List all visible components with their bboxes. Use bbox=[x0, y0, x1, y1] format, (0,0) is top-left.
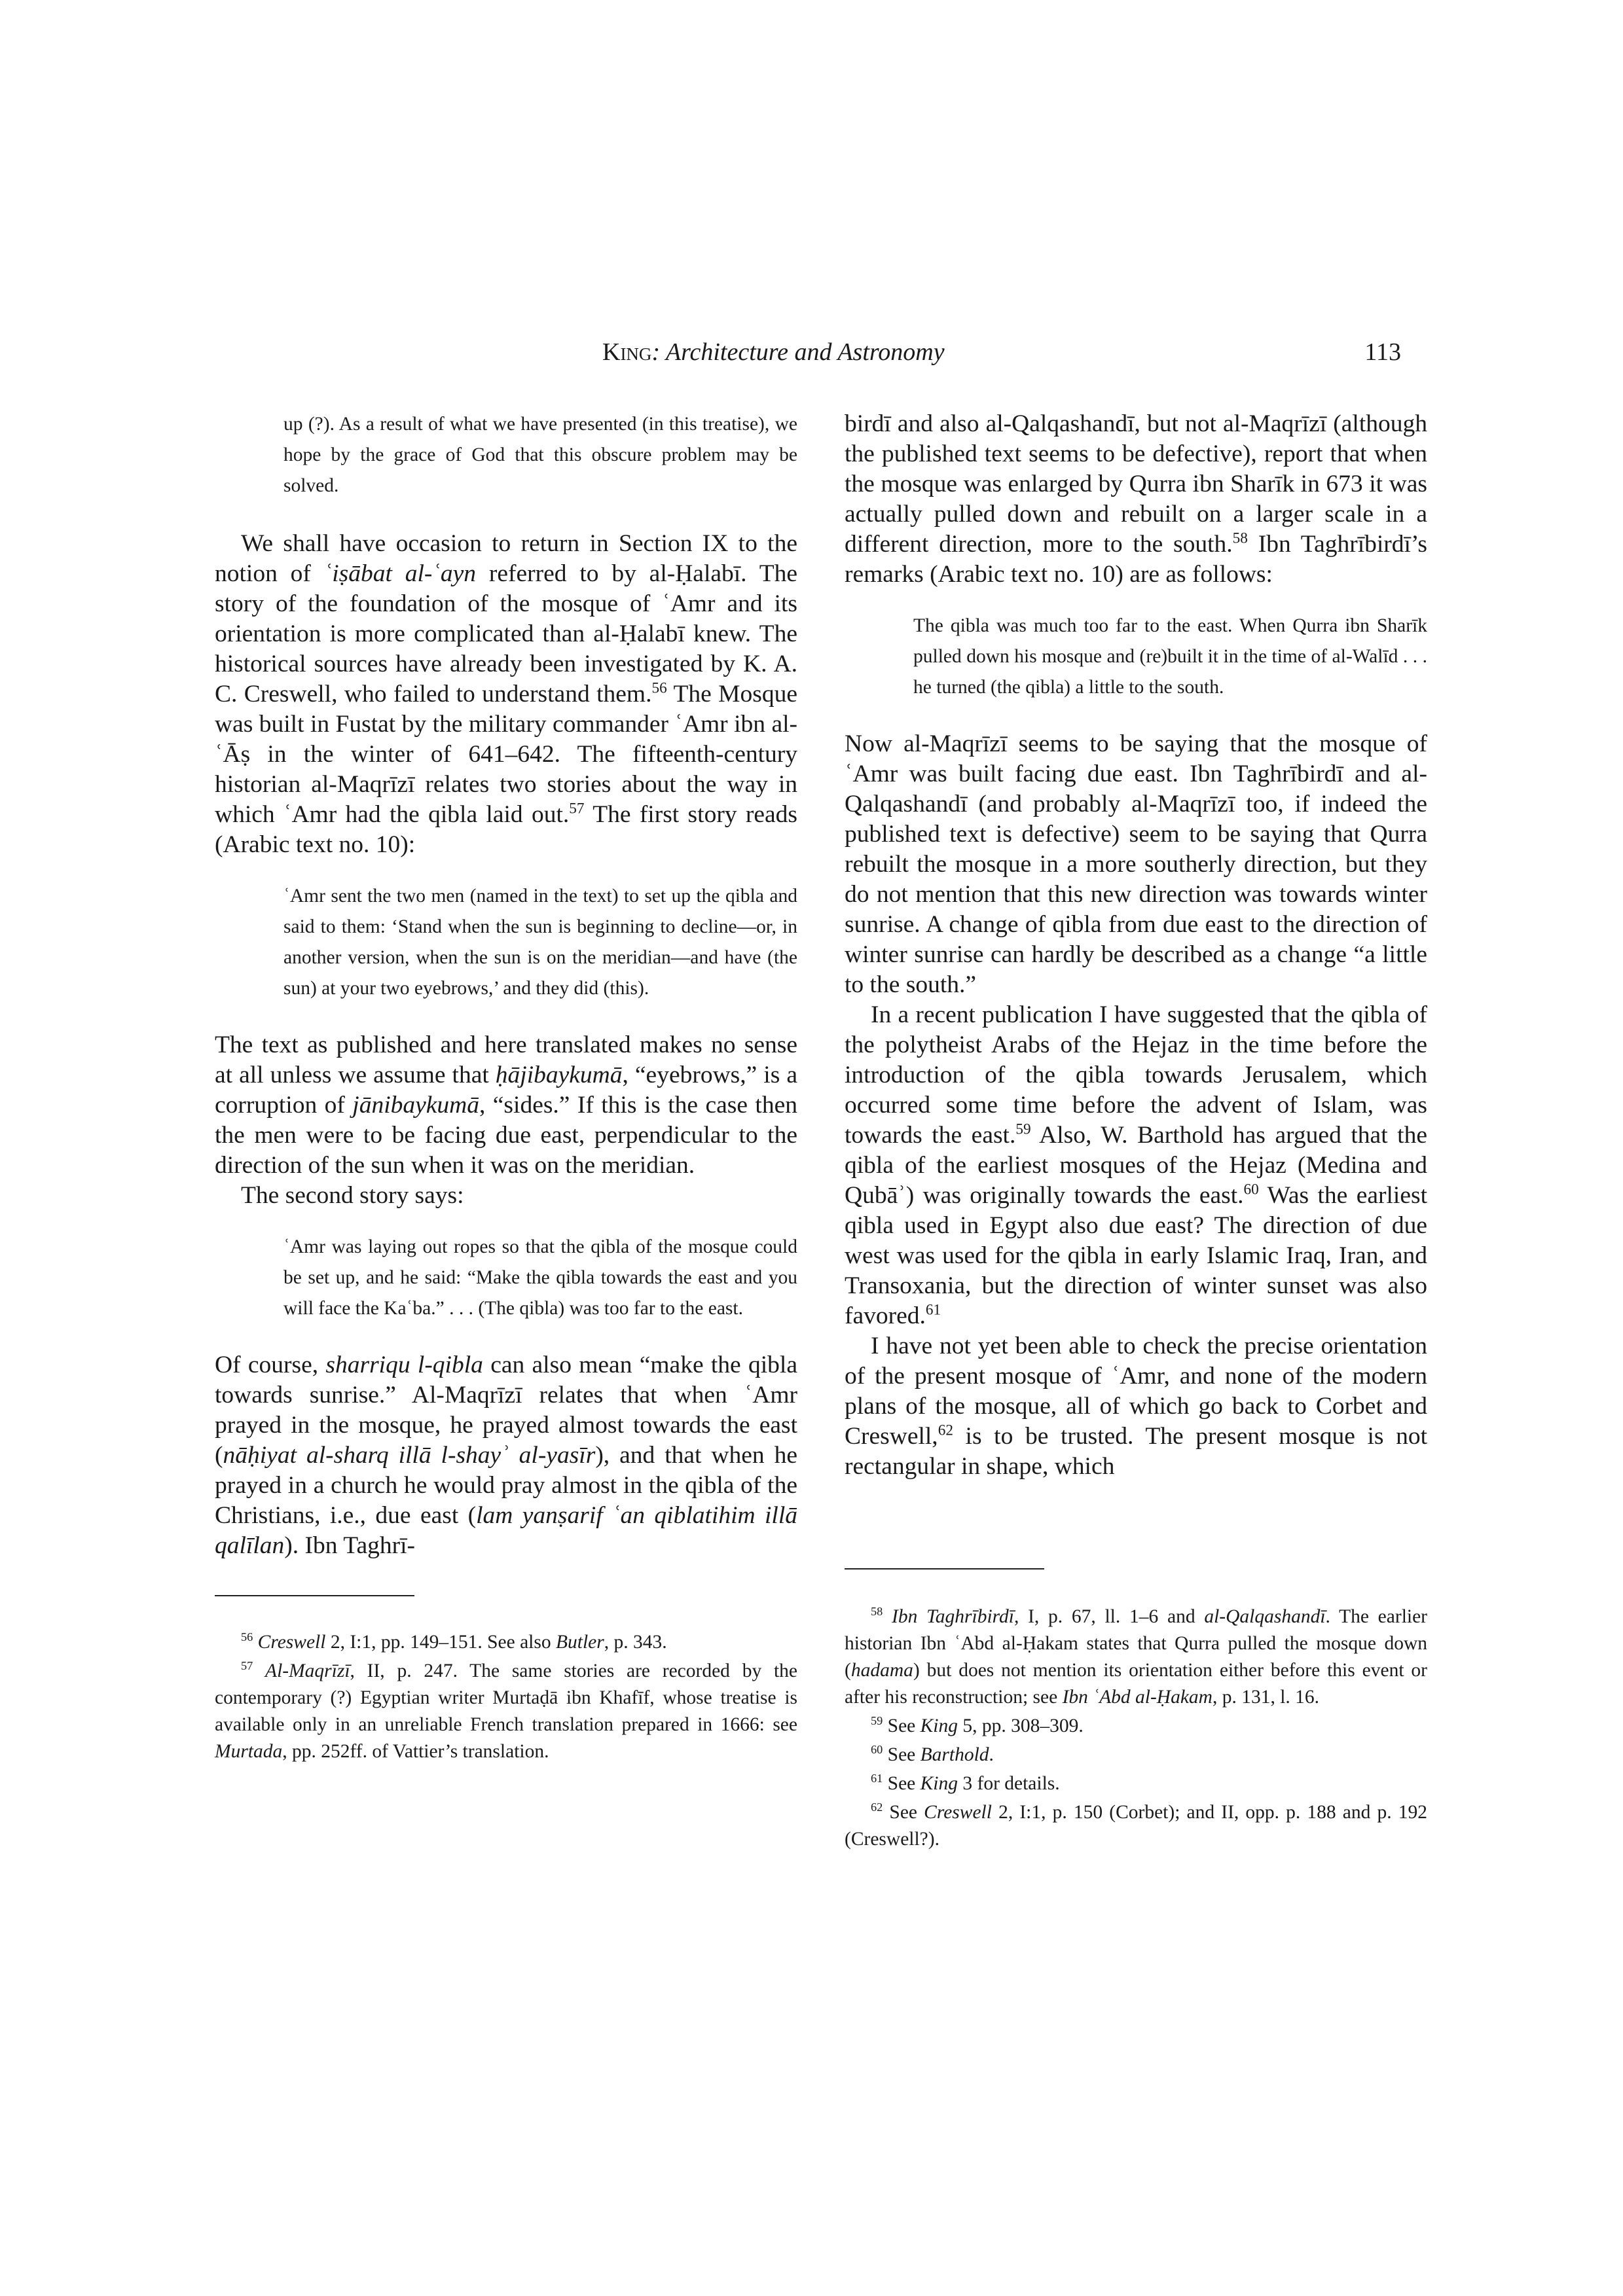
footnote-ref-62: 62 bbox=[938, 1422, 953, 1439]
right-column bbox=[845, 409, 1427, 1853]
paragraph: Now al-Maqrīzī seems to be saying that the mosque of ʿAmr was built facing due east. Ibn Taghrībirdī and al-Qalqashandī (and probably al-Maqrīzī too, if indeed the published text is defective) seem to be saying that Qurra rebuilt the mosque in a more southerly direction, but they do not mention that this new direction was towards winter sunrise. A change of qibla from due east to the direction of winter sunrise can hardly be described as a change “a little to the south.” bbox=[845, 730, 1427, 998]
paragraph: Of course, sharriqu l-qibla can also mean “make the qibla towards sunrise.” Al-Maqrīzī relates that when ʿAmr prayed in the mosque, he prayed almost towards the east (nāḥiyat al-sharq illā l-shayʾ al-yasīr), and that when he prayed in a church he would pray almost in the qibla of the Christians, i.e., due east (lam yanṣarif ʿan qiblatihim illā qalīlan). Ibn Taghrī- bbox=[215, 1352, 797, 1559]
paragraph: The second story says: bbox=[241, 1182, 464, 1209]
header-subtitle: Architecture and Astronomy bbox=[665, 338, 945, 366]
running-title bbox=[602, 332, 945, 372]
footnote-ref-61: 61 bbox=[925, 1301, 941, 1319]
block-quote: The qibla was much too far to the east. When Qurra ibn Sharīk pulled down his mosque and (re)built it in the time of al-Walīd . . . he turned (the qibla) a little to the south. bbox=[913, 615, 1427, 698]
footnote-56: $^{56}$ Creswell 2, I:1, pp. 149–151. See also Butler, p. 343. bbox=[241, 1630, 667, 1653]
footnote-59: $^{59}$ See King 5, pp. 308–309. bbox=[871, 1714, 1084, 1736]
footnotes bbox=[215, 1629, 797, 1765]
paragraph: The text as published and here translated makes no sense at all unless we assume that ḥājibaykumā, “eyebrows,” is a corruption of jānibaykumā, “sides.” If this is the case then the men were to be facing due east, perpendicular to the direction of the sun when it was on the meridian. bbox=[215, 1031, 797, 1179]
footnote-61: $^{61}$ See King 3 for details. bbox=[871, 1772, 1060, 1794]
footnote-62: $^{62}$ See Creswell 2, I:1, p. 150 (Corbet); and II, opp. p. 188 and p. 192 (Creswell?). bbox=[845, 1801, 1428, 1850]
footnote-57: $^{57}$ Al-Maqrīzī, II, p. 247. The same stories are recorded by the contemporary (?) Egyptian writer Murtaḍā ibn Khafīf, whose treatise is available only in an unreliable French translation prepared in 1666: see Murtada, pp. 252ff. of Vattier’s translation. bbox=[215, 1659, 797, 1762]
footnote-ref-60: 60 bbox=[1243, 1181, 1259, 1198]
paragraph: In a recent publication I have suggested that the qibla of the polytheist Arabs of the Hejaz in the time before the introduction of the qibla towards Jerusalem, which occurred some time before the advent of Islam, was towards the east.$^{59}$ Also, W. Barthold has argued that the qibla of the earliest mosques of the Hejaz (Medina and Qubāʾ) was originally towards the east.$^{60}$ Was the earliest qibla used in Egypt also due east? The direction of due west was used for the qibla in early Islamic Iraq, Iran, and Transoxania, but the direction of winter sunset was also favored.$^{61}$ bbox=[845, 1001, 1427, 1329]
footnote-58: $^{58}$ Ibn Taghrībirdī, I, p. 67, ll. 1–6 and al-Qalqashandī. The earlier historian Ibn ʿAbd al-Ḥakam states that Qurra pulled the mosque down (hadama) but does not mention its orientation either before this event or after his reconstruction; see Ibn ʿAbd al-Ḥakam, p. 131, l. 16. bbox=[845, 1605, 1428, 1708]
footnote-rule bbox=[215, 1595, 414, 1596]
page-number: 113 bbox=[1364, 338, 1401, 366]
paragraph: We shall have occasion to return in Section IX to the notion of ʿiṣābat al-ʿayn referred to by al-Ḥalabī. The story of the foundation of the mosque of ʿAmr and its orientation is more complicated than al-Ḥalabī knew. The historical sources have already been investigated by K. A. C. Creswell, who failed to understand them.$^{56}$ The Mosque was built in Fustat by the military commander ʿAmr ibn al-ʿĀṣ in the winter of 641–642. The fifteenth-century historian al-Maqrīzī relates two stories about the way in which ʿAmr had the qibla laid out.$^{57}$ The first story reads (Arabic text no. 10): bbox=[215, 530, 798, 858]
block-quote: ʿAmr sent the two men (named in the text) to set up the qibla and said to them: ‘Stand when the sun is beginning to decline—or, in another version, when the sun is on the meridian—and have (the sun) at your two eyebrows,’ and they did (this). bbox=[283, 886, 797, 999]
paragraph: birdī and also al-Qalqashandī, but not al-Maqrīzī (although the published text seems to be defective), report that when the mosque was enlarged by Qurra ibn Sharīk in 673 it was actually pulled down and rebuilt on a larger scale in a different direction, more to the south.$^{58}$ Ibn Taghrībirdī’s remarks (Arabic text no. 10) are as follows: bbox=[845, 410, 1427, 588]
footnote-ref-59: 59 bbox=[1015, 1121, 1031, 1138]
footnote-60: $^{60}$ See Barthold. bbox=[871, 1743, 994, 1765]
footnote-rule bbox=[845, 1568, 1044, 1570]
block-quote: ʿAmr was laying out ropes so that the qibla of the mosque could be set up, and he said: “Make the qibla towards the east and you will face the Kaʿba.” . . . (The qibla) was too far to the east. bbox=[283, 1236, 797, 1319]
paragraph: I have not yet been able to check the precise orientation of the present mosque of ʿAmr, and none of the modern plans of the mosque, all of which go back to Corbet and Creswell,$^{62}$ is to be trusted. The present mosque is not rectangular in shape, which bbox=[845, 1333, 1427, 1480]
header-separator: : bbox=[651, 338, 666, 366]
footnote-ref-58: 58 bbox=[1232, 529, 1248, 547]
left-column bbox=[215, 409, 797, 1765]
block-quote-continued: up (?). As a result of what we have presented (in this treatise), we hope by the grace of God that this obscure problem may be solved. bbox=[283, 414, 797, 496]
footnotes bbox=[845, 1604, 1427, 1853]
footnote-ref-57: 57 bbox=[569, 800, 585, 817]
running-head bbox=[216, 332, 1401, 372]
header-author: King bbox=[602, 338, 652, 366]
footnote-ref-56: 56 bbox=[651, 679, 667, 697]
